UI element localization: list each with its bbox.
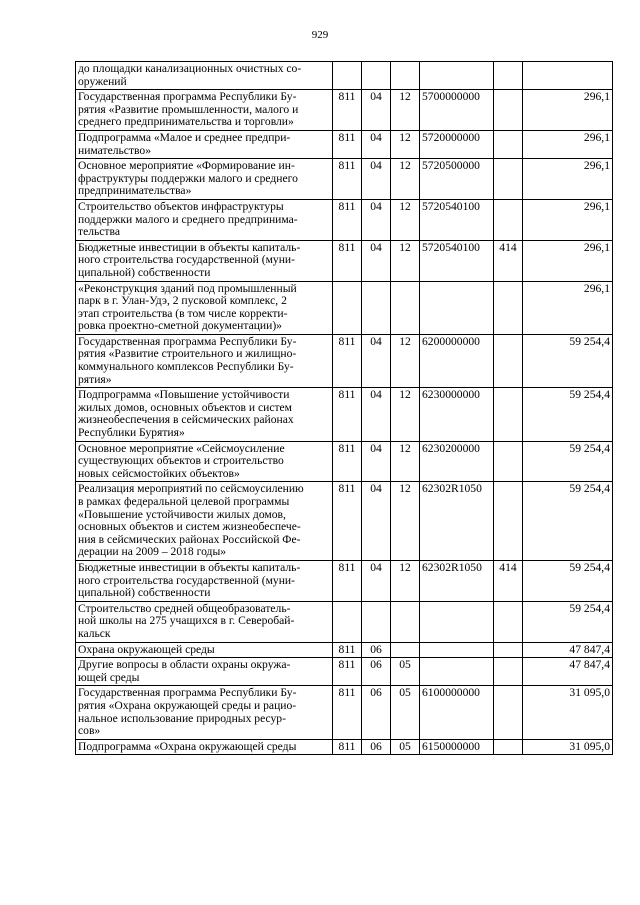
table-row <box>76 199 613 240</box>
amount-cell <box>523 130 613 158</box>
section-code-cell <box>362 90 391 131</box>
amount-text: 296,1 <box>583 159 610 173</box>
amount-cell <box>523 199 613 240</box>
amount-cell <box>523 441 613 482</box>
subsection-code-cell <box>391 388 420 441</box>
target-article-cell <box>420 240 494 281</box>
row-name-text: до площадки канализационных очистных со- оружений <box>78 62 302 88</box>
table-row <box>76 388 613 441</box>
expense-type-cell <box>494 90 523 131</box>
section-code-cell <box>362 482 391 561</box>
target-article-text: 6100000000 <box>422 686 480 700</box>
row-name-text: Бюджетные инвестиции в объекты капиталь- ного строительства государственной (муни- ципальной) собственности <box>78 240 301 279</box>
section-code-cell <box>362 658 391 686</box>
subsection-code-text: 12 <box>399 199 411 213</box>
row-name-cell <box>76 199 333 240</box>
section-code-cell <box>362 334 391 387</box>
target-article-text: 6230000000 <box>422 388 480 402</box>
section-code-text: 04 <box>370 482 382 496</box>
target-article-cell <box>420 686 494 739</box>
row-name-cell <box>76 90 333 131</box>
expense-type-cell <box>494 281 523 334</box>
grbs-code-text: 811 <box>338 686 356 700</box>
target-article-text: 62302R1050 <box>422 482 482 496</box>
subsection-code-cell <box>391 90 420 131</box>
amount-cell <box>523 334 613 387</box>
target-article-cell <box>420 658 494 686</box>
table-row <box>76 281 613 334</box>
grbs-code-cell <box>333 658 362 686</box>
target-article-cell <box>420 482 494 561</box>
row-name-cell <box>76 388 333 441</box>
grbs-code-text: 811 <box>338 482 356 496</box>
section-code-text: 06 <box>370 686 382 700</box>
subsection-code-cell <box>391 334 420 387</box>
table-row <box>76 62 613 90</box>
expense-type-cell <box>494 62 523 90</box>
row-name-cell <box>76 658 333 686</box>
section-code-text: 04 <box>370 130 382 144</box>
table-row <box>76 686 613 739</box>
grbs-code-cell <box>333 388 362 441</box>
grbs-code-cell <box>333 686 362 739</box>
amount-text: 59 254,4 <box>569 482 610 496</box>
row-name-text: «Реконструкция зданий под промышленный парк в г. Улан-Удэ, 2 пусковой комплекс, 2 этап строительства (в том числе корректи- ровка проектно-сметной документации)» <box>78 281 297 333</box>
expense-type-cell <box>494 642 523 658</box>
expense-type-cell <box>494 739 523 755</box>
section-code-cell <box>362 388 391 441</box>
target-article-cell <box>420 560 494 601</box>
amount-cell <box>523 281 613 334</box>
grbs-code-text: 811 <box>338 334 356 348</box>
grbs-code-text: 811 <box>338 658 356 672</box>
section-code-cell <box>362 441 391 482</box>
grbs-code-cell <box>333 642 362 658</box>
section-code-cell <box>362 130 391 158</box>
row-name-cell <box>76 686 333 739</box>
target-article-cell <box>420 159 494 200</box>
subsection-code-text: 12 <box>399 334 411 348</box>
grbs-code-text: 811 <box>338 240 356 254</box>
table-row <box>76 130 613 158</box>
target-article-cell <box>420 130 494 158</box>
target-article-cell <box>420 441 494 482</box>
row-name-cell <box>76 482 333 561</box>
row-name-text: Строительство средней общеобразователь- ной школы на 275 учащихся в г. Северобай- кальск <box>78 601 295 640</box>
row-name-text: Государственная программа Республики Бу- рятия «Охрана окружающей среды и рацио- нальное использование природных ресур- сов» <box>78 686 297 738</box>
amount-text: 296,1 <box>583 240 610 254</box>
expense-type-text: 414 <box>499 240 517 254</box>
row-name-cell <box>76 560 333 601</box>
subsection-code-cell <box>391 601 420 642</box>
subsection-code-cell <box>391 130 420 158</box>
section-code-cell <box>362 601 391 642</box>
table-row <box>76 334 613 387</box>
row-name-cell <box>76 240 333 281</box>
grbs-code-cell <box>333 601 362 642</box>
grbs-code-text: 811 <box>338 159 356 173</box>
row-name-text: Бюджетные инвестиции в объекты капиталь- ного строительства государственной (муни- ципальной) собственности <box>78 560 301 600</box>
section-code-cell <box>362 62 391 90</box>
table-row <box>76 240 613 281</box>
row-name-cell <box>76 334 333 387</box>
subsection-code-cell <box>391 199 420 240</box>
table-row <box>76 658 613 686</box>
section-code-cell <box>362 560 391 601</box>
table-row <box>76 441 613 482</box>
amount-text: 59 254,4 <box>569 334 610 348</box>
target-article-cell <box>420 642 494 658</box>
amount-text: 296,1 <box>583 281 610 295</box>
section-code-cell <box>362 281 391 334</box>
table-row <box>76 739 613 755</box>
row-name-text: Подпрограмма «Малое и среднее предпри- нимательство» <box>78 130 291 157</box>
expense-type-cell <box>494 482 523 561</box>
section-code-cell <box>362 199 391 240</box>
table-row <box>76 560 613 601</box>
target-article-text: 6200000000 <box>422 334 480 348</box>
section-code-cell <box>362 642 391 658</box>
subsection-code-cell <box>391 686 420 739</box>
target-article-text: 5700000000 <box>422 90 480 104</box>
amount-text: 47 847,4 <box>569 658 610 672</box>
section-code-cell <box>362 686 391 739</box>
budget-table <box>75 61 613 755</box>
section-code-text: 04 <box>370 240 382 254</box>
amount-text: 31 095,0 <box>569 739 610 753</box>
section-code-text: 04 <box>370 560 382 574</box>
grbs-code-cell <box>333 739 362 755</box>
amount-cell <box>523 159 613 200</box>
grbs-code-text: 811 <box>338 642 356 656</box>
subsection-code-cell <box>391 62 420 90</box>
section-code-text: 04 <box>370 388 382 402</box>
target-article-cell <box>420 739 494 755</box>
section-code-text: 04 <box>370 159 382 173</box>
expense-type-cell <box>494 560 523 601</box>
grbs-code-cell <box>333 240 362 281</box>
row-name-text: Государственная программа Республики Бу- рятия «Развитие строительного и жилищно- коммунального комплексов Республики Бу- рятия» <box>78 334 297 386</box>
section-code-text: 04 <box>370 90 382 104</box>
amount-text: 59 254,4 <box>569 560 610 574</box>
amount-text: 59 254,4 <box>569 388 610 402</box>
subsection-code-cell <box>391 240 420 281</box>
subsection-code-cell <box>391 658 420 686</box>
target-article-cell <box>420 62 494 90</box>
grbs-code-cell <box>333 199 362 240</box>
target-article-cell <box>420 334 494 387</box>
row-name-cell <box>76 159 333 200</box>
grbs-code-text: 811 <box>338 130 356 144</box>
target-article-text: 6230200000 <box>422 441 480 455</box>
amount-cell <box>523 601 613 642</box>
target-article-cell <box>420 281 494 334</box>
grbs-code-cell <box>333 441 362 482</box>
amount-cell <box>523 482 613 561</box>
amount-cell <box>523 90 613 131</box>
target-article-text: 62302R1050 <box>422 560 482 574</box>
expense-type-cell <box>494 240 523 281</box>
section-code-text: 06 <box>370 658 382 672</box>
amount-cell <box>523 686 613 739</box>
page-number: 929 <box>311 29 329 41</box>
grbs-code-cell <box>333 482 362 561</box>
row-name-text: Подпрограмма «Повышение устойчивости жилых домов, основных объектов и систем жизнеобеспечения в сейсмических районах Республики Бурятия» <box>78 388 294 440</box>
expense-type-cell <box>494 441 523 482</box>
subsection-code-cell <box>391 482 420 561</box>
table-row <box>76 159 613 200</box>
row-name-cell <box>76 281 333 334</box>
section-code-text: 04 <box>370 441 382 455</box>
amount-cell <box>523 739 613 755</box>
subsection-code-cell <box>391 441 420 482</box>
row-name-text: Строительство объектов инфраструктуры поддержки малого и среднего предпринима- тельства <box>78 199 298 239</box>
row-name-cell <box>76 441 333 482</box>
subsection-code-text: 12 <box>399 560 411 574</box>
amount-cell <box>523 240 613 281</box>
subsection-code-text: 05 <box>399 658 411 672</box>
subsection-code-cell <box>391 642 420 658</box>
target-article-cell <box>420 388 494 441</box>
amount-cell <box>523 560 613 601</box>
grbs-code-cell <box>333 281 362 334</box>
grbs-code-cell <box>333 334 362 387</box>
expense-type-cell <box>494 199 523 240</box>
target-article-text: 5720000000 <box>422 130 480 144</box>
target-article-text: 5720540100 <box>422 199 480 213</box>
amount-text: 296,1 <box>583 199 610 213</box>
amount-cell <box>523 642 613 658</box>
table-row <box>76 642 613 658</box>
amount-text: 59 254,4 <box>569 601 610 615</box>
subsection-code-cell <box>391 159 420 200</box>
row-name-cell <box>76 601 333 642</box>
target-article-text: 6150000000 <box>422 739 480 753</box>
subsection-code-cell <box>391 560 420 601</box>
row-name-text: Охрана окружающей среды <box>78 642 215 656</box>
grbs-code-text: 811 <box>338 388 356 402</box>
subsection-code-text: 05 <box>399 739 411 753</box>
table-body <box>76 62 613 755</box>
subsection-code-text: 12 <box>399 482 411 496</box>
grbs-code-cell <box>333 130 362 158</box>
target-article-cell <box>420 199 494 240</box>
expense-type-cell <box>494 159 523 200</box>
target-article-text: 5720500000 <box>422 159 480 173</box>
row-name-text: Основное мероприятие «Сейсмоусиление существующих объектов и строительство новых сейсмостойких объектов» <box>78 441 285 480</box>
grbs-code-text: 811 <box>338 560 356 574</box>
subsection-code-text: 12 <box>399 240 411 254</box>
expense-type-cell <box>494 686 523 739</box>
expense-type-cell <box>494 601 523 642</box>
table-row <box>76 601 613 642</box>
row-name-text: Государственная программа Республики Бу- рятия «Развитие промышленности, малого и среднего предпринимательства и торговли» <box>78 90 299 129</box>
grbs-code-cell <box>333 90 362 131</box>
subsection-code-cell <box>391 739 420 755</box>
grbs-code-text: 811 <box>338 90 356 104</box>
row-name-cell <box>76 739 333 755</box>
target-article-cell <box>420 601 494 642</box>
row-name-text: Подпрограмма «Охрана окружающей среды <box>78 739 297 753</box>
section-code-cell <box>362 739 391 755</box>
subsection-code-text: 12 <box>399 388 411 402</box>
subsection-code-text: 12 <box>399 441 411 455</box>
table-row <box>76 90 613 131</box>
expense-type-cell <box>494 388 523 441</box>
section-code-text: 04 <box>370 334 382 348</box>
section-code-cell <box>362 240 391 281</box>
subsection-code-cell <box>391 281 420 334</box>
target-article-cell <box>420 90 494 131</box>
grbs-code-cell <box>333 159 362 200</box>
amount-text: 296,1 <box>583 130 610 144</box>
amount-cell <box>523 388 613 441</box>
target-article-text: 5720540100 <box>422 240 480 254</box>
grbs-code-text: 811 <box>338 199 356 213</box>
grbs-code-text: 811 <box>338 441 356 455</box>
row-name-text: Основное мероприятие «Формирование ин- фраструктуры поддержки малого и среднего предпринимательства» <box>78 159 298 198</box>
expense-type-cell <box>494 130 523 158</box>
expense-type-text: 414 <box>499 560 517 574</box>
amount-text: 31 095,0 <box>569 686 610 700</box>
row-name-cell <box>76 62 333 90</box>
row-name-text: Реализация мероприятий по сейсмоусилению в рамках федеральной целевой программы «Повышение устойчивости жилых домов, основных объектов и систем жизнеобеспече- ния в сейсмических районах Российской Фе- дерации на 2009 – 2018 годы» <box>78 482 304 559</box>
row-name-text: Другие вопросы в области охраны окружа- ющей среды <box>78 658 291 684</box>
grbs-code-cell <box>333 560 362 601</box>
grbs-code-text: 811 <box>338 739 356 753</box>
section-code-text: 04 <box>370 199 382 213</box>
amount-text: 59 254,4 <box>569 441 610 455</box>
table-row <box>76 482 613 561</box>
subsection-code-text: 12 <box>399 159 411 173</box>
expense-type-cell <box>494 658 523 686</box>
amount-text: 296,1 <box>583 90 610 104</box>
section-code-text: 06 <box>370 739 382 753</box>
subsection-code-text: 12 <box>399 90 411 104</box>
amount-text: 47 847,4 <box>569 642 610 656</box>
expense-type-cell <box>494 334 523 387</box>
section-code-cell <box>362 159 391 200</box>
row-name-cell <box>76 642 333 658</box>
grbs-code-cell <box>333 62 362 90</box>
section-code-text: 06 <box>370 642 382 656</box>
subsection-code-text: 05 <box>399 686 411 700</box>
amount-cell <box>523 62 613 90</box>
amount-cell <box>523 658 613 686</box>
subsection-code-text: 12 <box>399 130 411 144</box>
row-name-cell <box>76 130 333 158</box>
